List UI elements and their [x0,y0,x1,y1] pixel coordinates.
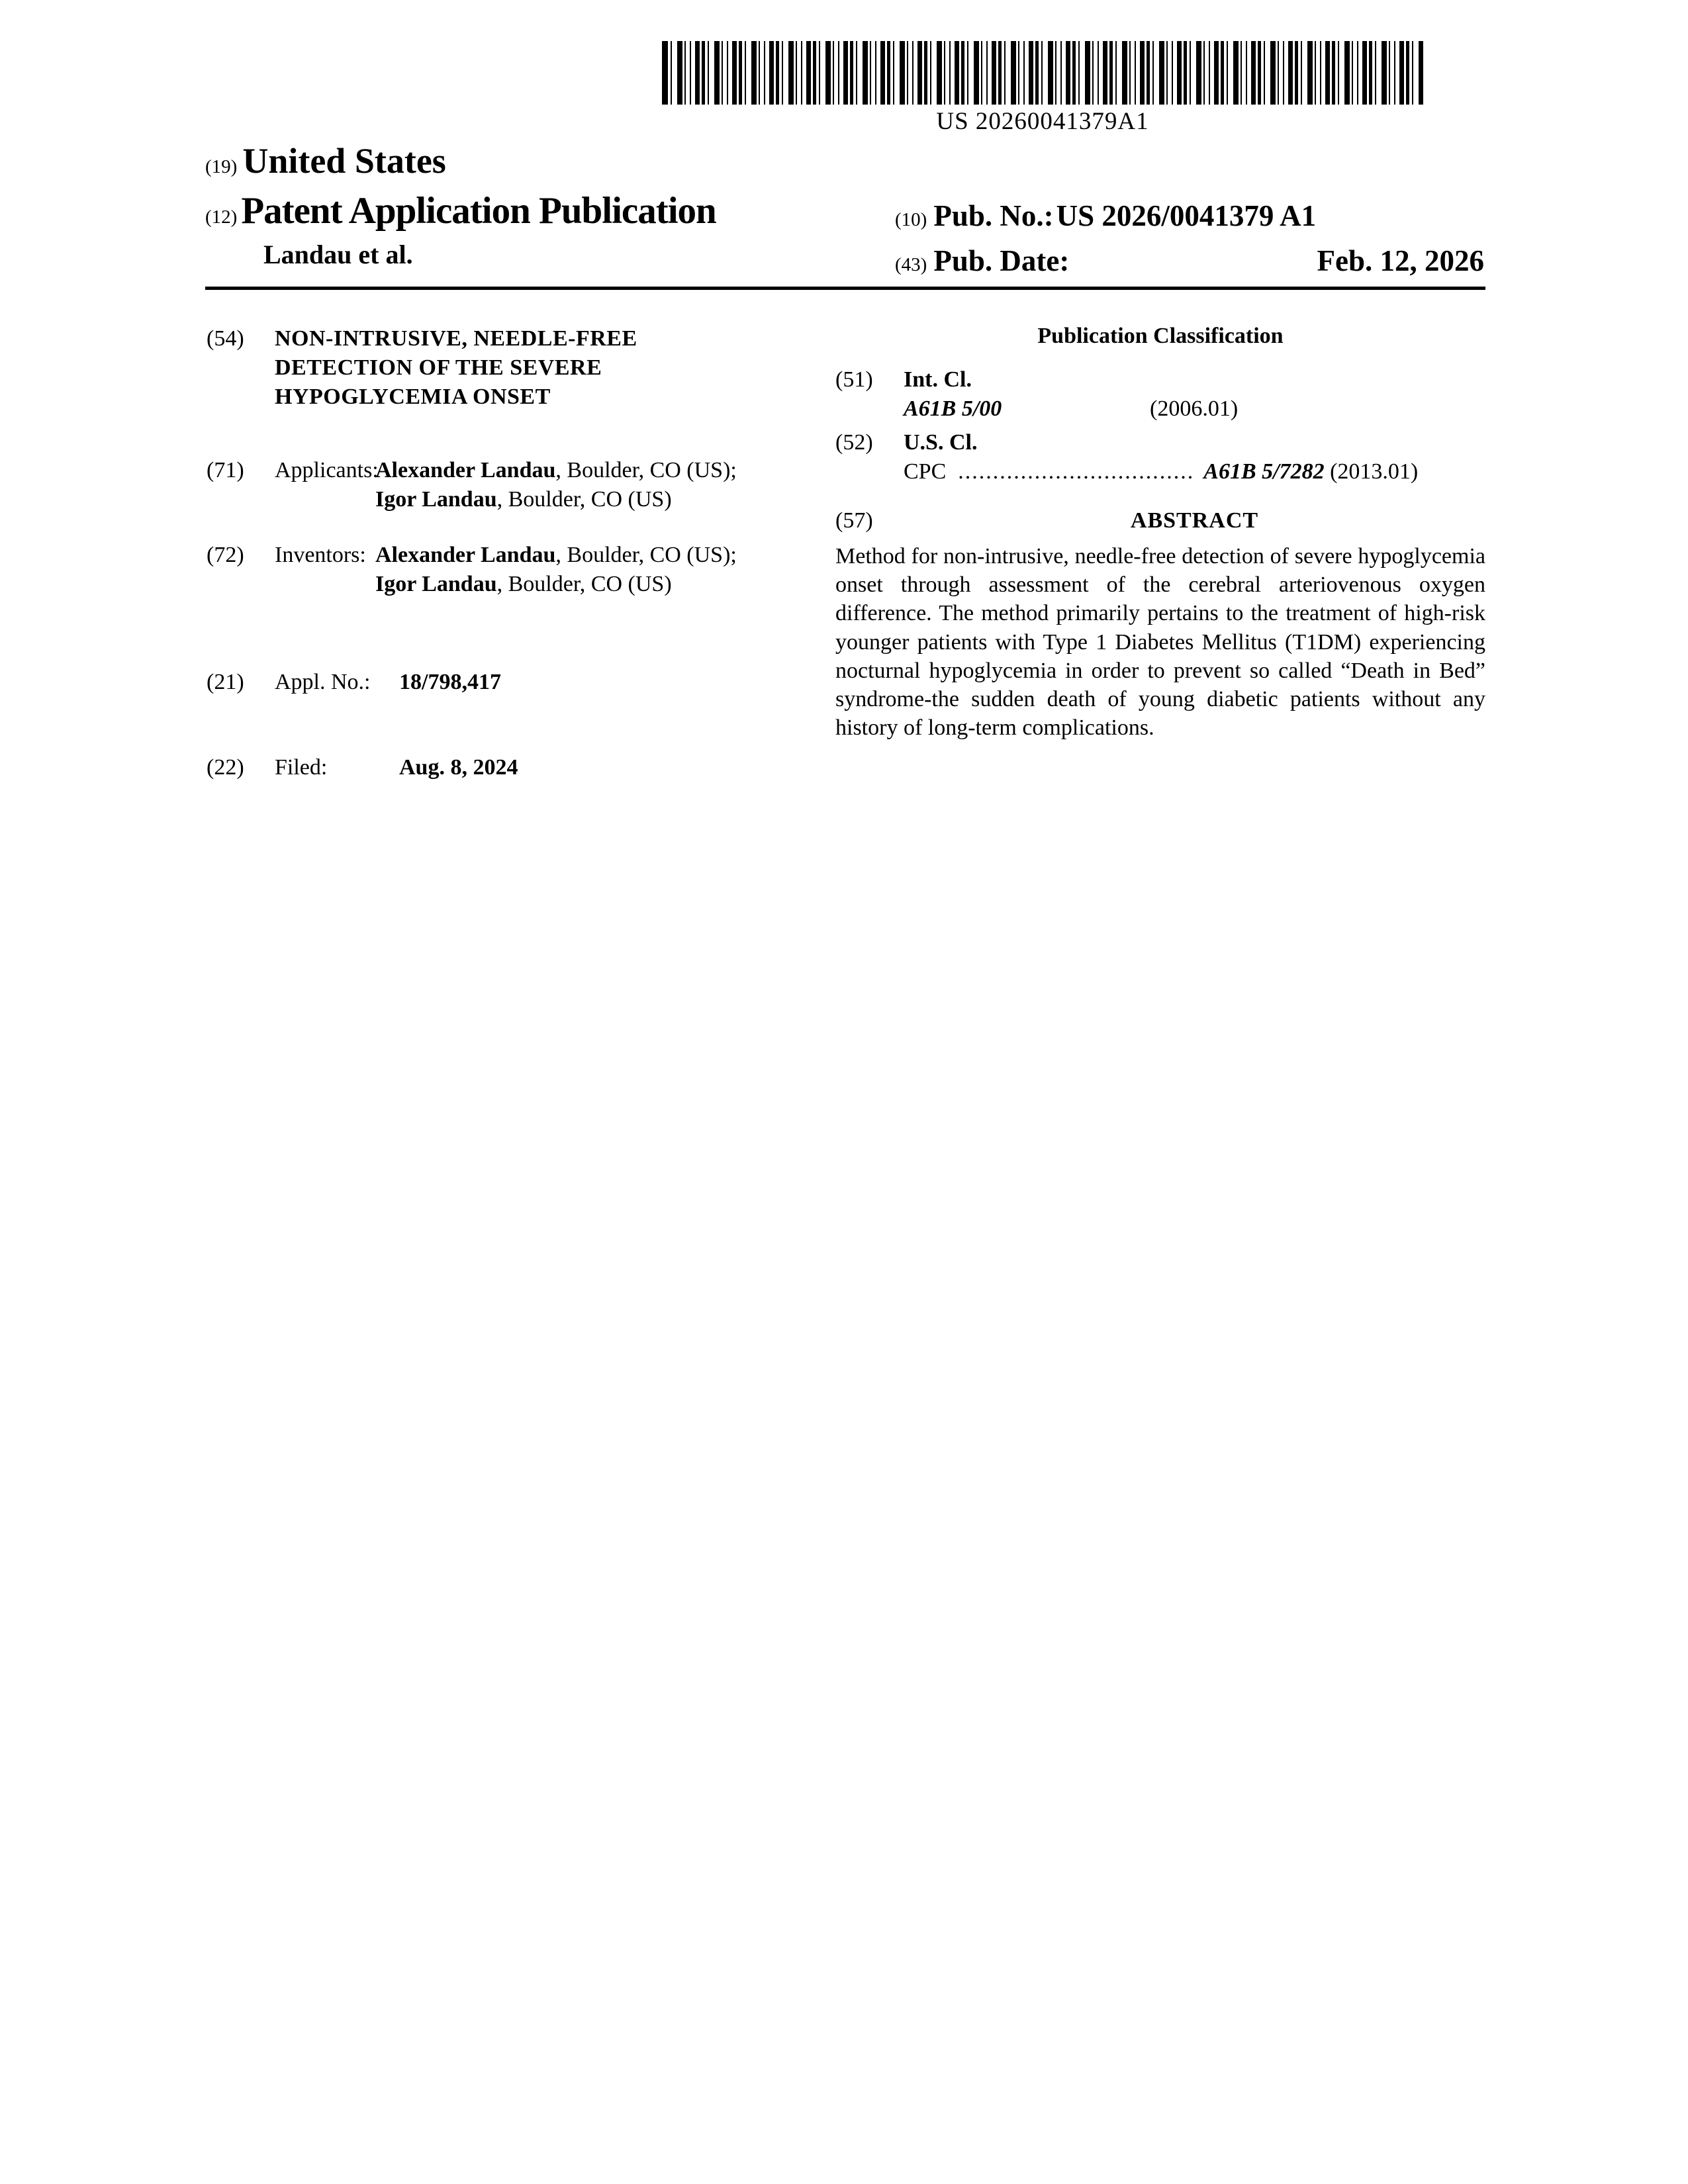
document-kind: Patent Application Publication [241,190,716,232]
header-divider [205,287,1485,290]
int-cl-field-code: (51) [835,367,873,392]
cpc-leader-dots: .................................. [958,459,1195,484]
int-cl-classification: A61B 5/00 [904,396,1002,422]
barcode-number: US 20260041379A1 [936,108,1149,135]
abstract-field-code: (57) [835,508,873,533]
int-cl-label: Int. Cl. [904,367,972,392]
applicants-field-code: (71) [207,457,244,482]
us-cl-classification: A61B 5/7282 [1203,459,1325,484]
appl-no-field-code: (21) [207,670,244,695]
pub-no-value: US 2026/0041379 A1 [1056,199,1317,232]
appl-no-value: 18/798,417 [399,670,501,695]
kind-code: (12) [205,206,238,228]
inventor-entry: Alexander Landau, Boulder, CO (US); [375,542,737,567]
country-row [205,140,907,181]
left-column [207,324,802,782]
country-name: United States [242,141,446,181]
applicant-entry: Alexander Landau, Boulder, CO (US); [375,457,737,482]
barcode-image [662,41,1423,105]
pub-date-code: (43) [895,254,927,275]
us-cl-label: U.S. Cl. [904,430,978,455]
abstract-text: Method for non-intrusive, needle-free detection of severe hypoglycemia onset through assessment of the cerebral arteriovenous oxygen difference. The method primarily pertains to the treatment of high-risk younger patients with Type 1 Diabetes Mellitus (T1DM) experiencing nocturnal hypoglycemia in order to prevent so called “Death in Bed” syndrome-the sudden death of young diabetic patients without any history of long-term complications. [835,544,1485,741]
inventors-item [207,541,802,599]
publication-classification-title: Publication Classification [1037,324,1284,348]
filed-item [207,753,802,782]
cpc-line [904,459,1418,484]
inventors-field-code: (72) [207,542,244,567]
appl-no-label: Appl. No.: [275,670,371,695]
cpc-label: CPC [904,459,947,484]
applicants-label: Applicants: [275,457,379,482]
header-right [895,199,1484,278]
int-cl-version: (2006.01) [1150,396,1239,422]
abstract-title: ABSTRACT [1130,508,1259,533]
int-cl-line [904,396,1238,421]
pub-no-label: Pub. No.: [933,199,1054,232]
abstract-header [835,506,1485,535]
appl-no-item [207,668,802,697]
right-column [835,322,1485,742]
pub-date-row [895,244,1484,278]
pub-date-value: Feb. 12, 2026 [1317,244,1484,277]
inventor-entry: Igor Landau, Boulder, CO (US) [375,572,672,597]
invention-title-item [207,324,802,412]
kind-row [205,189,907,232]
title-field-code: (54) [207,326,244,351]
us-cl-item [835,428,1485,486]
applicants-item [207,456,802,514]
filed-label: Filed: [275,754,328,780]
inventors-label: Inventors: [275,542,366,567]
us-cl-version: (2013.01) [1330,459,1419,484]
applicant-entry: Igor Landau, Boulder, CO (US) [375,486,672,512]
applicants-value [375,456,802,514]
pub-no-code: (10) [895,209,927,230]
barcode-block [662,41,1423,136]
filed-value: Aug. 8, 2024 [399,754,518,780]
filed-field-code: (22) [207,754,244,780]
us-cl-field-code: (52) [835,430,873,455]
inventors-value [375,541,802,599]
int-cl-item [835,365,1485,424]
header-left [205,140,907,270]
pub-no-row [895,199,1484,233]
pub-date-label: Pub. Date: [933,244,1070,277]
country-code: (19) [205,156,238,177]
invention-title: NON-INTRUSIVE, NEEDLE-FREE DETECTION OF THE SEVERE HYPOGLYCEMIA ONSET [275,326,637,410]
authors: Landau et al. [263,240,413,269]
